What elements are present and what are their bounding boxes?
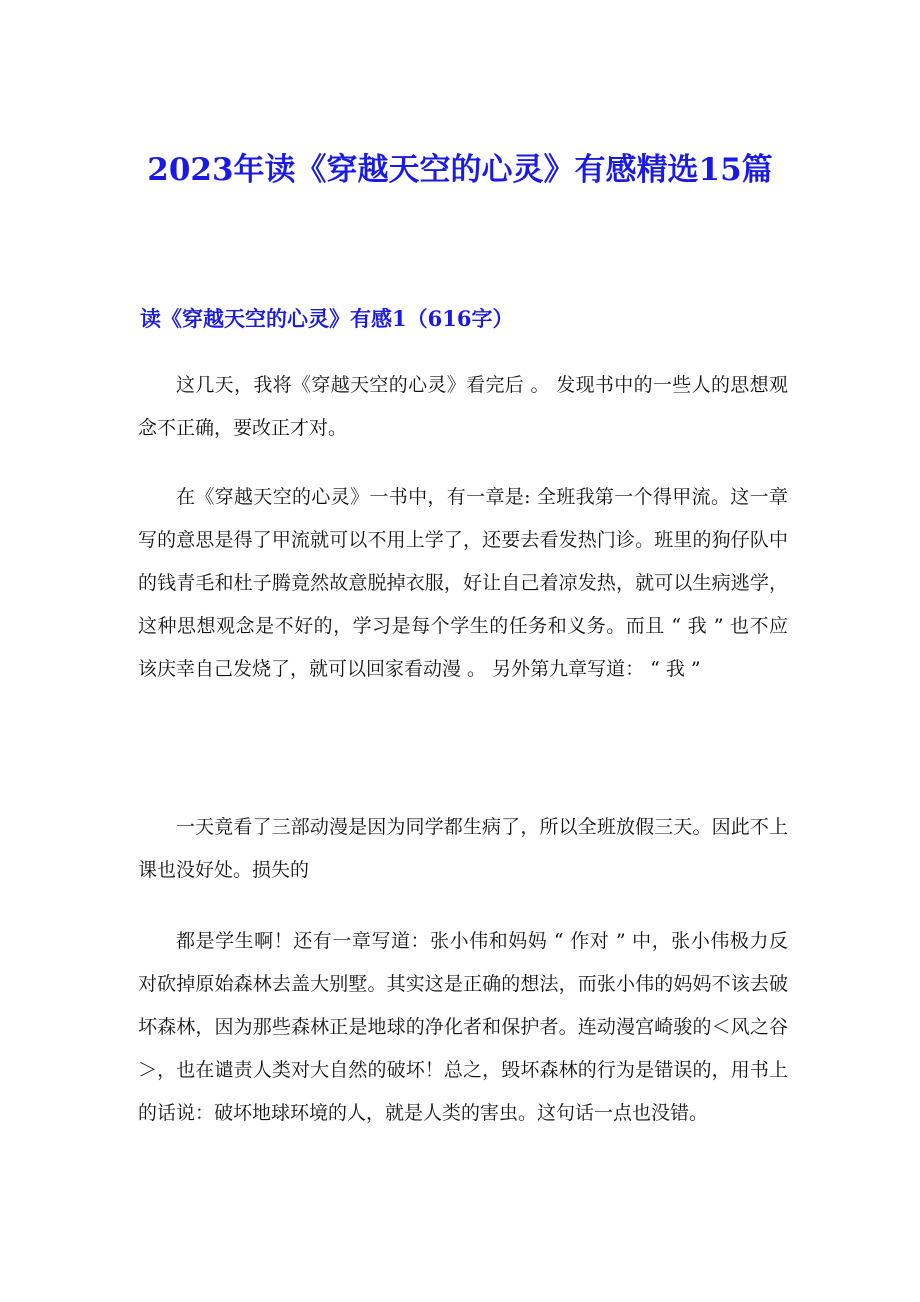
body-paragraph-1: 这几天，我将《穿越天空的心灵》看完后 。 发现书中的一些人的思想观念不正确，要改正才对。 bbox=[138, 374, 788, 439]
document-title: 2023年读《穿越天空的心灵》有感精选15篇 bbox=[147, 152, 773, 188]
body-paragraph-3: 一天竟看了三部动漫是因为同学都生病了，所以全班放假三天。因此不上课也没好处。损失的 bbox=[138, 816, 788, 881]
body-paragraph-2: 在《穿越天空的心灵》一书中，有一章是: 全班我第一个得甲流。这一章写的意思是得了甲流就可以不用上学了，还要去看发热门诊。班里的狗仔队中的钱青毛和杜子腾竟然故意脱掉衣服，好让自己着凉发热，就可以生病逃学，这种思想观念是不好的，学习是每个学生的任务和义务。而且 “ 我 ” 也不应该庆幸自己发烧了，就可以回家看动漫 。 另外第九章写道： “ 我 ” bbox=[138, 486, 788, 680]
section-heading: 读《穿越天空的心灵》有感1（616字） bbox=[140, 306, 514, 331]
body-paragraph-4: 都是学生啊！还有一章写道：张小伟和妈妈 “ 作对 ” 中，张小伟极力反对砍掉原始森林去盖大别墅。其实这是正确的想法，而张小伟的妈妈不该去破坏森林，因为那些森林正是地球的净化者和保护者。连动漫宫崎骏的＜风之谷＞，也在谴责人类对大自然的破坏！总之，毁坏森林的行为是错误的，用书上的话说：破坏地球环境的人，就是人类的害虫。这句话一点也没错。 bbox=[138, 930, 788, 1124]
